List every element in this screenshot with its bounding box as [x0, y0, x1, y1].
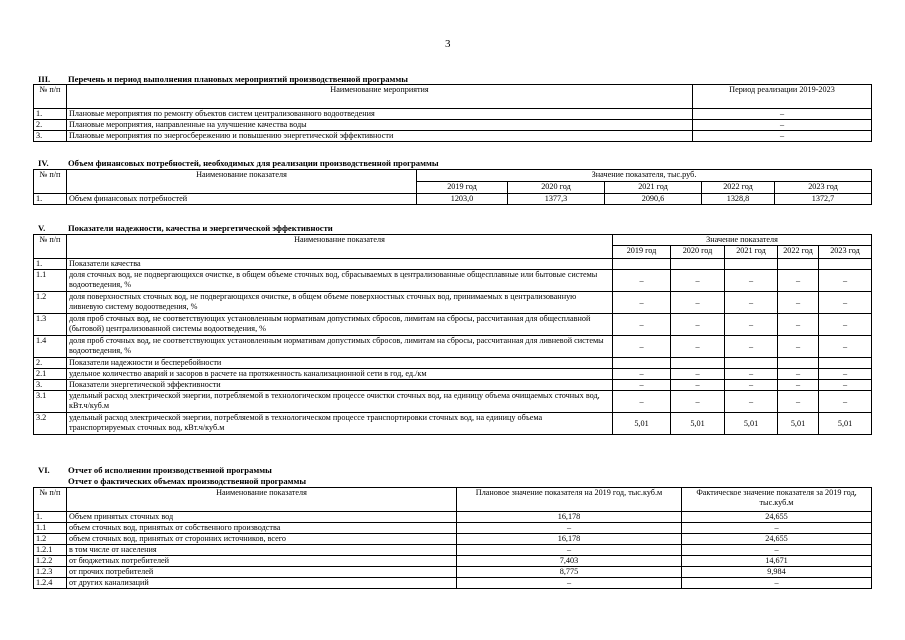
row-number: 3.1 [34, 391, 67, 413]
row-value [725, 358, 778, 369]
row-fact: 14,671 [682, 556, 872, 567]
section-6-heading [38, 465, 272, 475]
section-6-number: VI. [38, 465, 50, 475]
row-name: Объем принятых сточных вод [67, 512, 457, 523]
year-header: 2023 год [819, 246, 872, 259]
row-value: – [778, 270, 819, 292]
row-name: Объем финансовых потребностей [67, 194, 417, 205]
header-fact: Фактическое значение показателя за 2019 год, тыс.куб.м [682, 488, 872, 512]
row-number: 1. [34, 109, 67, 120]
row-value: 1328,8 [702, 194, 775, 205]
row-value: 5,01 [778, 413, 819, 435]
row-name: от бюджетных потребителей [67, 556, 457, 567]
row-value: – [725, 270, 778, 292]
row-value: – [725, 292, 778, 314]
row-number: 1.3 [34, 314, 67, 336]
row-value: – [671, 336, 725, 358]
row-name: от других канализаций [67, 578, 457, 589]
year-header: 2020 год [508, 182, 605, 194]
row-value: – [819, 314, 872, 336]
row-name: Показатели энергетической эффективности [67, 380, 613, 391]
row-number: 2. [34, 358, 67, 369]
row-plan: 8,775 [457, 567, 682, 578]
row-name: удельный расход электрической энергии, потребляемой в технологическом процессе транспортировки сточных вод, на единицу объема транспортируемых сточных вод, кВт.ч/куб.м [67, 413, 613, 435]
table-header [34, 85, 872, 109]
row-value: – [819, 270, 872, 292]
row-name: в том числе от населения [67, 545, 457, 556]
row-value: – [819, 369, 872, 380]
table-row [34, 194, 872, 205]
section-6-title: Отчет об исполнении производственной программы [68, 465, 272, 475]
header-no: № п/п [34, 235, 67, 259]
section-5-number: V. [38, 223, 46, 233]
section-3-heading [38, 74, 408, 84]
row-value: – [671, 380, 725, 391]
header-plan: Плановое значение показателя на 2019 год, тыс.куб.м [457, 488, 682, 512]
row-value: 5,01 [725, 413, 778, 435]
table-row [34, 120, 872, 131]
row-value: 2090,6 [605, 194, 702, 205]
row-number: 3.2 [34, 413, 67, 435]
row-value [819, 259, 872, 270]
row-value: – [819, 391, 872, 413]
table-row [34, 391, 872, 413]
row-value: – [778, 380, 819, 391]
row-fact: – [682, 523, 872, 534]
header-name: Наименование показателя [67, 488, 457, 512]
row-name: Плановые мероприятия по энергосбережению и повышению энергетической эффективности [67, 131, 693, 142]
row-value: – [778, 369, 819, 380]
row-value [778, 259, 819, 270]
row-fact: 24,655 [682, 534, 872, 545]
row-fact: – [682, 578, 872, 589]
header-name: Наименование мероприятия [67, 85, 693, 109]
table-row [34, 512, 872, 523]
row-name: доля проб сточных вод, не соответствующих установленным нормативам допустимых сбросов, лимитам на сбросы, рассчитанная для ливневой системы водоотведения, % [67, 336, 613, 358]
row-value: 1377,3 [508, 194, 605, 205]
row-number: 2.1 [34, 369, 67, 380]
table-row [34, 131, 872, 142]
row-value: – [671, 369, 725, 380]
table-row [34, 314, 872, 336]
row-fact: 9,984 [682, 567, 872, 578]
row-value: – [613, 270, 671, 292]
row-value: – [725, 391, 778, 413]
table-row [34, 369, 872, 380]
row-number: 1.2.3 [34, 567, 67, 578]
year-header: 2019 год [417, 182, 508, 194]
row-number: 1.2.4 [34, 578, 67, 589]
row-plan: 16,178 [457, 512, 682, 523]
table-row [34, 358, 872, 369]
row-name: доля сточных вод, не подвергающихся очистке, в общем объеме сточных вод, сбрасываемых в централизованные общесплавные или бытовые системы водоотведения, % [67, 270, 613, 292]
row-value [613, 358, 671, 369]
section-3-number: III. [38, 74, 51, 84]
row-value: – [778, 314, 819, 336]
row-value: – [613, 380, 671, 391]
section-5-heading [38, 223, 333, 233]
row-name: Плановые мероприятия, направленные на улучшение качества воды [67, 120, 693, 131]
row-period: – [693, 109, 872, 120]
row-value: 5,01 [671, 413, 725, 435]
table-header [34, 235, 872, 246]
row-value: 5,01 [613, 413, 671, 435]
table-row [34, 413, 872, 435]
row-number: 3. [34, 380, 67, 391]
table-header [34, 170, 872, 182]
row-value: – [725, 369, 778, 380]
row-value: – [819, 336, 872, 358]
row-plan: – [457, 578, 682, 589]
row-value: – [613, 292, 671, 314]
row-number: 1.4 [34, 336, 67, 358]
section-3-table [33, 84, 872, 142]
row-value: – [671, 314, 725, 336]
row-name: удельный расход электрической энергии, потребляемой в технологическом процессе очистки сточных вод, на единицу объема очищаемых сточных вод, кВт.ч/куб.м [67, 391, 613, 413]
row-value: – [613, 369, 671, 380]
row-number: 1.1 [34, 523, 67, 534]
row-number: 1.2.1 [34, 545, 67, 556]
section-5-table [33, 234, 872, 435]
header-period: Период реализации 2019-2023 [693, 85, 872, 109]
table-row [34, 578, 872, 589]
table-row [34, 336, 872, 358]
row-value: – [725, 314, 778, 336]
row-number: 1.1 [34, 270, 67, 292]
table-row [34, 109, 872, 120]
header-name: Наименование показателя [67, 235, 613, 259]
row-number: 1.2 [34, 534, 67, 545]
section-5-title: Показатели надежности, качества и энергетической эффективности [68, 223, 333, 233]
table-row [34, 567, 872, 578]
table-row [34, 545, 872, 556]
row-plan: 16,178 [457, 534, 682, 545]
row-value: – [613, 336, 671, 358]
row-plan: – [457, 523, 682, 534]
row-value [778, 358, 819, 369]
table-row [34, 259, 872, 270]
row-value [725, 259, 778, 270]
row-plan: – [457, 545, 682, 556]
table-header [34, 488, 872, 512]
section-4-table [33, 169, 872, 205]
header-no: № п/п [34, 85, 67, 109]
header-no: № п/п [34, 488, 67, 512]
year-header: 2021 год [605, 182, 702, 194]
row-number: 1. [34, 512, 67, 523]
row-value: – [778, 292, 819, 314]
row-value: – [819, 380, 872, 391]
row-value [613, 259, 671, 270]
row-name: Показатели качества [67, 259, 613, 270]
year-header: 2019 год [613, 246, 671, 259]
row-number: 3. [34, 131, 67, 142]
row-number: 1.2 [34, 292, 67, 314]
row-value: – [671, 391, 725, 413]
row-value: 1203,0 [417, 194, 508, 205]
row-value [819, 358, 872, 369]
section-6-table [33, 487, 872, 589]
table-row [34, 270, 872, 292]
section-6-subtitle: Отчет о фактических объемах производственной программы [68, 476, 307, 486]
section-4-title: Объем финансовых потребностей, необходимых для реализации производственной программы [68, 158, 439, 168]
table-row [34, 523, 872, 534]
section-3-title: Перечень и период выполнения плановых мероприятий производственной программы [68, 74, 408, 84]
row-value: – [725, 380, 778, 391]
year-header: 2023 год [775, 182, 872, 194]
row-value: – [819, 292, 872, 314]
row-value [671, 358, 725, 369]
section-4-number: IV. [38, 158, 49, 168]
page-number: 3 [445, 38, 451, 50]
header-value: Значение показателя, тыс.руб. [417, 170, 872, 182]
row-value: – [613, 314, 671, 336]
header-no: № п/п [34, 170, 67, 194]
row-number: 2. [34, 120, 67, 131]
section-4-heading [38, 158, 439, 168]
row-value: – [778, 336, 819, 358]
row-period: – [693, 131, 872, 142]
row-value: – [778, 391, 819, 413]
row-name: доля поверхностных сточных вод, не подвергающихся очистке, в общем объеме поверхностных сточных вод, принимаемых в централизованную ливневую систему водоотведения, % [67, 292, 613, 314]
row-fact: – [682, 545, 872, 556]
row-name: объем сточных вод, принятых от собственного производства [67, 523, 457, 534]
year-header: 2021 год [725, 246, 778, 259]
header-name: Наименование показателя [67, 170, 417, 194]
row-name: доля проб сточных вод, не соответствующих установленным нормативам допустимых сбросов, лимитам на сбросы, рассчитанная для общесплавной (бытовой) централизованной системы водоотведения, % [67, 314, 613, 336]
table-row [34, 556, 872, 567]
row-name: удельное количество аварий и засоров в расчете на протяженность канализационной сети в год, ед./км [67, 369, 613, 380]
row-name: Плановые мероприятия по ремонту объектов систем централизованного водоотведения [67, 109, 693, 120]
row-name: Показатели надежности и бесперебойности [67, 358, 613, 369]
row-value: – [725, 336, 778, 358]
row-value: – [613, 391, 671, 413]
row-value: – [671, 292, 725, 314]
year-header: 2020 год [671, 246, 725, 259]
row-value: 1372,7 [775, 194, 872, 205]
row-number: 1.2.2 [34, 556, 67, 567]
row-plan: 7,403 [457, 556, 682, 567]
year-header: 2022 год [778, 246, 819, 259]
table-row [34, 380, 872, 391]
table-row [34, 534, 872, 545]
year-header: 2022 год [702, 182, 775, 194]
row-value: – [671, 270, 725, 292]
row-value [671, 259, 725, 270]
row-name: от прочих потребителей [67, 567, 457, 578]
row-value: 5,01 [819, 413, 872, 435]
row-fact: 24,655 [682, 512, 872, 523]
row-number: 1. [34, 194, 67, 205]
row-name: объем сточных вод, принятых от сторонних источников, всего [67, 534, 457, 545]
header-value: Значение показателя [613, 235, 872, 246]
row-period: – [693, 120, 872, 131]
table-row [34, 292, 872, 314]
row-number: 1. [34, 259, 67, 270]
